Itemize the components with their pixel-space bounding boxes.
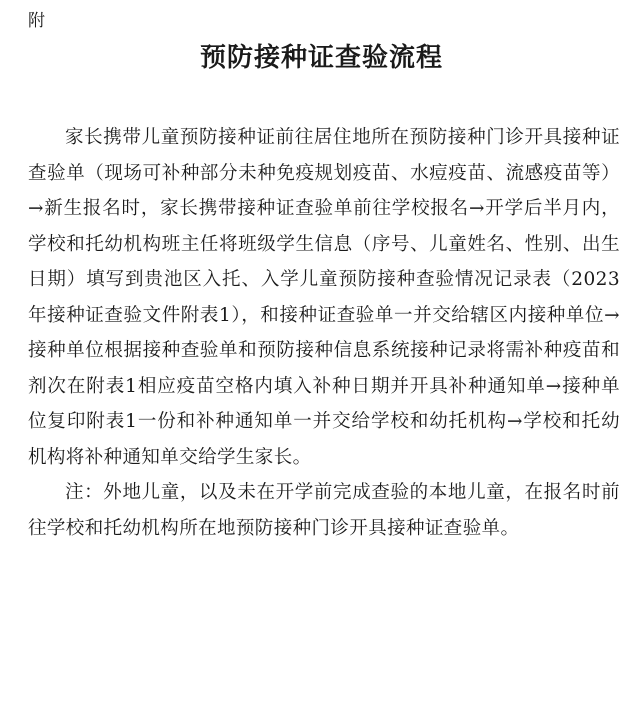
document-body bbox=[28, 120, 620, 546]
attachment-label: 附 bbox=[28, 11, 45, 31]
note-paragraph: 注：外地儿童，以及未在开学前完成查验的本地儿童，在报名时前往学校和托幼机构所在地预防接种门诊开具接种证查验单。 bbox=[28, 482, 620, 539]
procedure-paragraph: 家长携带儿童预防接种证前往居住地所在预防接种门诊开具接种证查验单（现场可补种部分未种免疫规划疫苗、水痘疫苗、流感疫苗等）→新生报名时，家长携带接种证查验单前往学校报名→开学后半月内，学校和托幼机构班主任将班级学生信息（序号、儿童姓名、性别、出生日期）填写到贵池区入托、入学儿童预防接种查验情况记录表（2023年接种证查验文件附表1），和接种证查验单一并交给辖区内接种单位→接种单位根据接种查验单和预防接种信息系统接种记录将需补种疫苗和剂次在附表1相应疫苗空格内填入补种日期并开具补种通知单→接种单位复印附表1一份和补种通知单一并交给学校和幼托机构→学校和托幼机构将补种通知单交给学生家长。 bbox=[28, 127, 620, 468]
document-title: 预防接种证查验流程 bbox=[199, 43, 443, 73]
